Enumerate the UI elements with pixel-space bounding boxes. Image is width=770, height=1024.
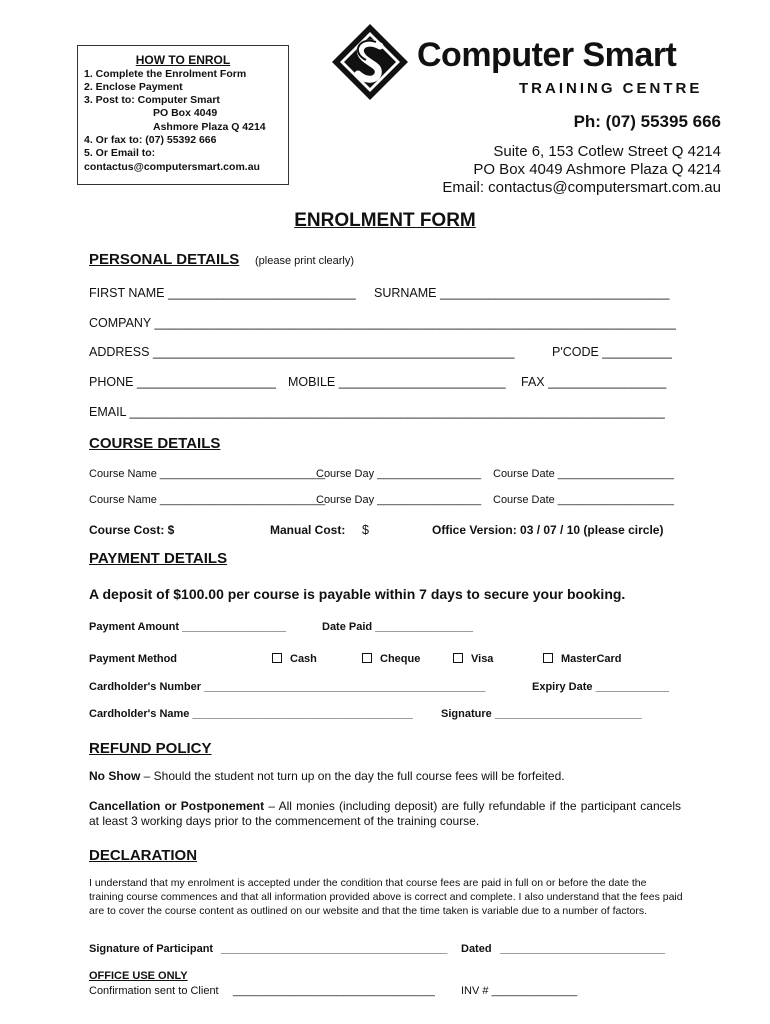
- visa-checkbox[interactable]: [453, 653, 493, 665]
- enrol-step: 3. Post to: Computer Smart: [84, 94, 220, 106]
- enrol-step: 5. Or Email to:: [84, 147, 156, 159]
- expiry-date-field[interactable]: Expiry Date ____________: [532, 681, 669, 693]
- no-show-label: No Show: [89, 769, 141, 783]
- enrol-step: 2. Enclose Payment: [84, 81, 183, 93]
- logo-wordmark: Computer Smart: [417, 36, 677, 74]
- print-clearly-note: (please print clearly): [255, 255, 355, 267]
- office-version-field[interactable]: Office Version: 03 / 07 / 10 (please circle): [432, 523, 664, 537]
- course-cost-field[interactable]: Course Cost: $: [89, 523, 175, 537]
- postal-address: PO Box 4049 Ashmore Plaza Q 4214: [473, 161, 721, 178]
- cheque-checkbox[interactable]: [362, 653, 420, 665]
- date-paid-field[interactable]: Date Paid ________________: [322, 621, 474, 633]
- cash-checkbox[interactable]: [272, 653, 317, 665]
- participant-signature-label: Signature of Participant: [89, 943, 214, 955]
- email-address: Email: contactus@computersmart.com.au: [442, 179, 721, 196]
- refund-policy-heading: REFUND POLICY: [89, 740, 212, 757]
- declaration-heading: DECLARATION: [89, 847, 198, 864]
- manual-cost-label: Manual Cost:: [270, 523, 346, 537]
- form-title: ENROLMENT FORM: [294, 210, 476, 231]
- phone-number: Ph: (07) 55395 666: [573, 112, 721, 131]
- participant-signature-field[interactable]: _____________________________________: [221, 943, 448, 955]
- personal-details-heading: PERSONAL DETAILS: [89, 251, 240, 268]
- dated-field[interactable]: ___________________________: [500, 943, 666, 955]
- postcode-field[interactable]: P'CODE __________: [552, 345, 672, 359]
- company-field[interactable]: COMPANY ___________________________________________________________________________: [89, 316, 676, 330]
- cardholder-signature-field[interactable]: Signature ________________________: [441, 708, 642, 720]
- manual-cost-field[interactable]: $: [362, 523, 369, 537]
- mastercard-label: MasterCard: [561, 653, 622, 665]
- cheque-label: Cheque: [380, 653, 421, 665]
- payment-amount-field[interactable]: Payment Amount _________________: [89, 621, 287, 633]
- cardholder-number-field[interactable]: Cardholder's Number ______________________________________________: [89, 681, 486, 693]
- course-date-field[interactable]: Course Date ___________________: [493, 468, 675, 480]
- course-name-field[interactable]: Course Name ___________________________: [89, 468, 326, 480]
- course-date-field[interactable]: Course Date ___________________: [493, 494, 675, 506]
- cancellation-text: – All monies (including deposit) are fully refundable if the participant cancels at least 3 working days prior to the commencement of the training course.: [89, 799, 681, 828]
- checkbox-icon: [272, 653, 282, 663]
- visa-label: Visa: [471, 653, 494, 665]
- how-to-enrol-title: HOW TO ENROL: [135, 53, 231, 67]
- mobile-field[interactable]: MOBILE ________________________: [288, 375, 506, 389]
- checkbox-icon: [453, 653, 463, 663]
- surname-field[interactable]: SURNAME _________________________________: [374, 286, 670, 300]
- how-to-enrol-box: [77, 45, 289, 185]
- invoice-number-field[interactable]: INV # ______________: [461, 985, 578, 997]
- payment-method-label: Payment Method: [89, 653, 178, 665]
- computer-smart-logo-icon: [330, 22, 410, 102]
- course-day-field[interactable]: Course Day _________________: [316, 468, 482, 480]
- payment-details-heading: PAYMENT DETAILS: [89, 550, 228, 567]
- enrol-step: contactus@computersmart.com.au: [84, 161, 260, 173]
- cancellation-label: Cancellation or Postponement: [89, 799, 265, 813]
- enrol-step: PO Box 4049: [153, 107, 218, 119]
- no-show-text: – Should the student not turn up on the day the full course fees will be forfeited.: [140, 769, 565, 783]
- course-details-heading: COURSE DETAILS: [89, 435, 221, 452]
- course-name-field[interactable]: Course Name ___________________________: [89, 494, 326, 506]
- cash-label: Cash: [290, 653, 317, 665]
- course-day-field[interactable]: Course Day _________________: [316, 494, 482, 506]
- confirmation-field[interactable]: _________________________________: [233, 985, 435, 997]
- logo-subtitle: TRAINING CENTRE: [519, 80, 703, 97]
- mastercard-checkbox[interactable]: [543, 653, 622, 665]
- office-use-heading: OFFICE USE ONLY: [89, 970, 188, 982]
- enrol-step: Ashmore Plaza Q 4214: [153, 121, 266, 133]
- no-show-policy: [89, 769, 681, 783]
- checkbox-icon: [362, 653, 372, 663]
- enrol-step: 4. Or fax to: (07) 55392 666: [84, 134, 217, 146]
- email-field[interactable]: EMAIL _____________________________________________________________________________: [89, 405, 665, 419]
- street-address: Suite 6, 153 Cotlew Street Q 4214: [493, 143, 721, 160]
- declaration-text: I understand that my enrolment is accepted under the condition that course fees are paid in full on or before the date the training course commences and that all information provided above is correct and complete. I also understand that the fees paid are to cover the course content as outlined on our website and that the time taken is variable due to a number of factors.: [89, 877, 683, 917]
- address-field[interactable]: ADDRESS ____________________________________________________: [89, 345, 515, 359]
- checkbox-icon: [543, 653, 553, 663]
- fax-field[interactable]: FAX _________________: [521, 375, 667, 389]
- cardholder-name-field[interactable]: Cardholder's Name ____________________________________: [89, 708, 413, 720]
- deposit-notice: A deposit of $100.00 per course is payable within 7 days to secure your booking.: [89, 586, 626, 602]
- confirmation-label: Confirmation sent to Client: [89, 985, 219, 997]
- dated-label: Dated: [461, 943, 492, 955]
- enrol-step: 1. Complete the Enrolment Form: [84, 68, 247, 80]
- cancellation-policy: [89, 799, 681, 829]
- phone-field[interactable]: PHONE ____________________: [89, 375, 276, 389]
- first-name-field[interactable]: FIRST NAME ___________________________: [89, 286, 356, 300]
